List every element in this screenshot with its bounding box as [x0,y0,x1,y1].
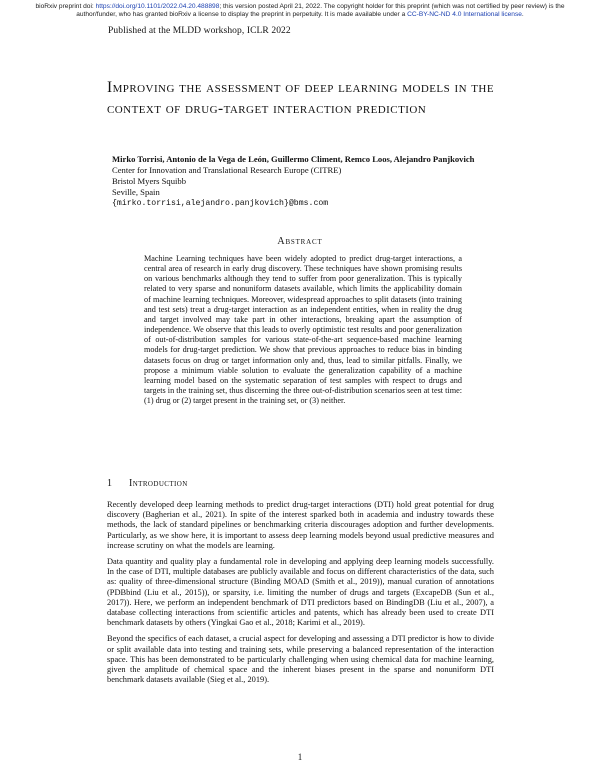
running-header: Published at the MLDD workshop, ICLR 2022 [108,26,291,36]
abstract-text: Machine Learning techniques have been widely adopted to predict drug-target interactions, a central area of research in early drug discovery. These techniques have shown promising results on various benchmarks although they tend to suffer from poor generalization. This is typically related to very sparse and nonuniform datasets available, which limits the applicability domain of machine learning techniques. Moreover, widespread approaches to split datasets (into training and test sets) treat a drug-target interaction as an independent entities, when in reality the drug and target involved may take part in other interactions, breaking apart the assumption of independence. We observe that this leads to overly optimistic test results and poor generalization of out-of-distribution samples for various state-of-the-art sequence-based machine learning models for drug-target prediction. We show that previous approaches to reduce bias in binding datasets focus on drug or target information only and, thus, lead to similar pitfalls. Finally, we propose a minimum viable solution to evaluate the generalization capability of a machine learning model based on the systematic separation of test samples with respect to drugs and targets in the training set, thus discerning the three out-of-distribution scenarios seen at test time: (1) drug or (2) target present in the training set, or (3) neither. [144,254,462,406]
paragraph: Data quantity and quality play a fundamental role in developing and applying deep learning models successfully. In the case of DTI, multiple databases are publicly available and focus on different characteristics of the data, such as: quality of three-dimensional structure (Binding MOAD (Smith et al., 2019)), manual curation of annotations (PDBbind (Liu et al., 2015)), or sparsity, i.e. limiting the number of drugs and targets (ExcapeDB (Sun et al., 2017)). Here, we perform an independent benchmark of DTI predictors based on BindingDB (Liu et al., 2007), a database collecting interactions from scientific articles and patents, which has already been used to create DTI benchmark datasets by others (Yingkai Gao et al., 2018; Karimi et al., 2019). [107,557,494,628]
preprint-notice [20,3,580,19]
organization: Bristol Myers Squibb [112,176,187,186]
preprint-middle: ; this version posted April 21, 2022. The copyright holder for this preprint (which was not certified by peer review) is the author/funder, who has granted bioRxiv a license to display the preprint in perpetuity. It is made available under a [76,3,565,18]
affiliation: Center for Innovation and Translational Research Europe (CITRE) [112,165,342,175]
location: Seville, Spain [112,187,160,197]
section-number: 1 [107,478,113,489]
paper-title: Improving the assessment of deep learning models in the context of drug-target interaction prediction [107,79,494,117]
paragraph: Beyond the specifics of each dataset, a crucial aspect for developing and assessing a DTI predictor is how to divide or split available data into testing and training sets, while preserving a balanced representation of the interaction space. This has been demonstrated to be particularly challenging when using chemical data for machine learning, given the amplitude of chemical space and the inherent biases present in the sparse and nonuniform DTI benchmark datasets available (Sieg et al., 2019). [107,634,494,685]
preprint-lead: bioRxiv preprint doi: [35,3,96,10]
body-text [107,500,494,691]
page-number: 1 [297,752,303,762]
license-link[interactable]: CC-BY-NC-ND 4.0 International license [407,11,522,18]
section-heading [107,478,188,489]
doi-link[interactable]: https://doi.org/10.1101/2022.04.20.488898 [95,3,220,10]
section-title: Introduction [129,478,188,489]
author-names: Mirko Torrisi, Antonio de la Vega de León, Guillermo Climent, Remco Loos, Alejandro Panjkovich [112,154,475,164]
paragraph: Recently developed deep learning methods to predict drug-target interactions (DTI) hold great potential for drug discovery (Bagherian et al., 2021). In spite of the interest sparked both in academia and industry towards these methods, the lack of standard pipelines or benchmarking criteria discourages adoption and further developments. Particularly, as we show here, it is important to assess deep learning models beyond usual predictive measures and increase scrutiny on what the models are learning. [107,500,494,550]
abstract-heading: Abstract [277,236,323,247]
preprint-tail: . [521,11,524,18]
author-block [112,154,512,209]
email: {mirko.torrisi,alejandro.panjkovich}@bms.com [112,199,329,208]
